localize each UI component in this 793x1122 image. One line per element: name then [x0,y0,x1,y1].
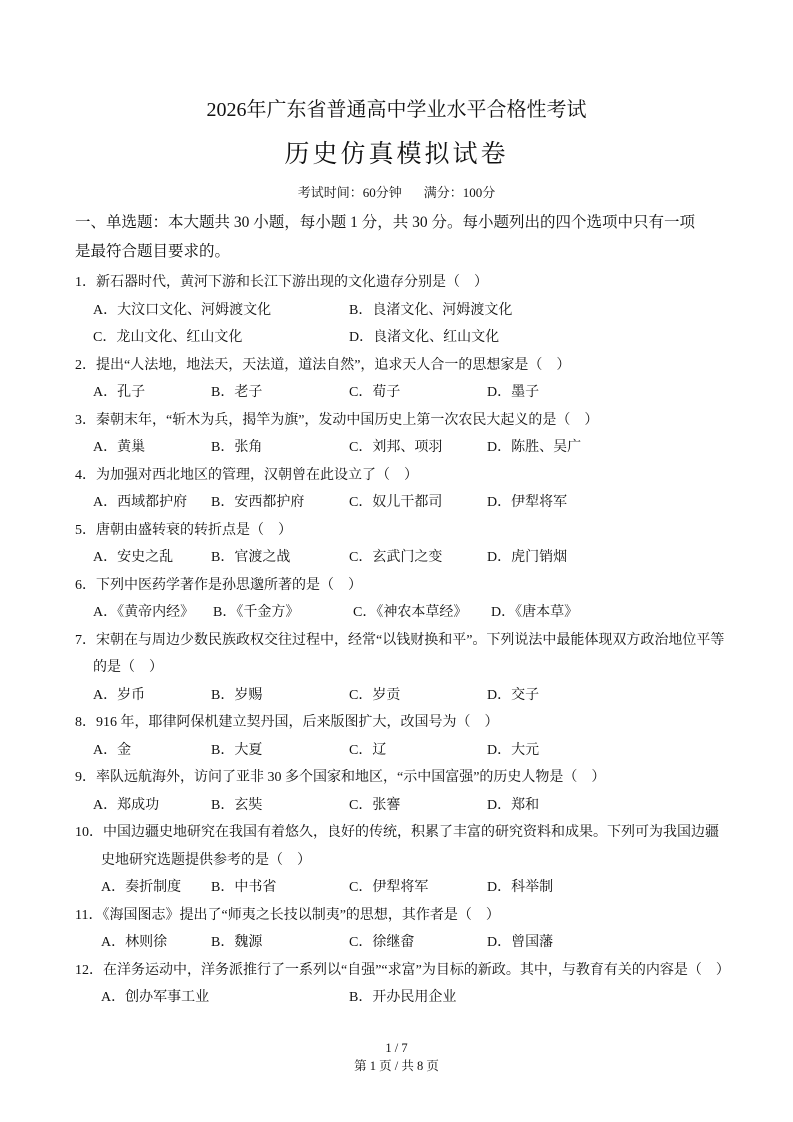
question-stem: 4．为加强对西北地区的管理，汉朝曾在此设立了（ ） [75,467,418,483]
answer-option: C．刘邦、项羽 [349,440,443,455]
section-instructions-line-2: 是最符合题目要求的。 [75,243,231,260]
question-stem: 10．中国边疆史地研究在我国有着悠久，良好的传统，积累了丰富的研究资料和成果。下列可为我国边疆 [75,825,719,840]
answer-option: C．荀子 [349,385,401,400]
answer-option: B．张角 [211,440,263,455]
answer-option: B．岁赐 [211,687,263,703]
answer-option: D．良渚文化、红山文化 [349,330,500,345]
question-stem: 史地研究选题提供参考的是（ ） [101,852,311,868]
answer-option: D．郑和 [487,797,540,813]
question-stem: 12．在洋务运动中，洋务派推行了一系列以“自强”“求富”为目标的新政。其中，与教育有关的内容是（ ） [75,962,730,978]
question-stem: 3．秦朝末年，“斩木为兵，揭竿为旗”，发动中国历史上第一次农民大起义的是（ ） [75,412,599,428]
answer-option: D．伊犁将军 [487,495,568,510]
answer-option: A．岁币 [93,687,146,703]
answer-option: A．林则徐 [101,935,168,950]
answer-option: A．郑成功 [93,797,160,813]
answer-option: A．《黄帝内经》 [93,605,195,620]
answer-option: B．魏源 [211,935,263,950]
answer-option: A．奏折制度 [101,880,182,895]
answer-option: A．安史之乱 [93,550,174,565]
page-label: 第 1 页 / 共 8 页 [354,1059,439,1073]
exam-subtitle: 历史仿真模拟试卷 [284,141,509,168]
answer-option: B．良渚文化、河姆渡文化 [349,302,513,318]
answer-option: B．玄奘 [211,797,263,813]
question-stem: 11．《海国图志》提出了“师夷之长技以制夷”的思想，其作者是（ ） [75,907,500,923]
answer-option: D．科举制 [487,880,554,895]
answer-option: C．伊犁将军 [349,880,429,895]
answer-option: B．官渡之战 [211,550,291,565]
answer-option: B．中书省 [211,880,277,895]
question-stem: 2．提出“人法地，地法天，天法道，道法自然”，追求天人合一的思想家是（ ） [75,357,571,373]
section-instructions-line-1: 一、单选题：本大题共 30 小题，每小题 1 分，共 30 分。每小题列出的四个选项中只有一项 [75,214,696,231]
question-stem: 9．率队远航海外，访问了亚非 30 多个国家和地区，“示中国富强”的历史人物是（ ） [75,770,606,785]
answer-option: B．老子 [211,385,263,400]
answer-option: B．大夏 [211,742,263,758]
answer-option: D．大元 [487,742,540,758]
question-stem: 6．下列中医药学著作是孙思邈所著的是（ ） [75,577,362,593]
exam-info [0,183,793,203]
answer-option: D．陈胜、吴广 [487,440,582,455]
question-stem: 5．唐朝由盛转衰的转折点是（ ） [75,522,292,538]
full-score: 满分：100分 [423,185,496,200]
question-stem: 的是（ ） [93,660,163,675]
answer-option: C．奴儿干都司 [349,495,443,510]
page-fraction: 1 / 7 [385,1041,408,1055]
answer-option: A．黄巢 [93,440,146,455]
answer-option: C．辽 [349,742,387,758]
answer-option: C．张謇 [349,797,401,813]
answer-option: D．曾国藩 [487,935,554,950]
answer-option: C．龙山文化、红山文化 [93,330,243,345]
answer-option: D．《唐本草》 [491,605,579,620]
answer-option: A．孔子 [93,385,146,400]
answer-option: C．岁贡 [349,687,401,703]
exam-title: 2026年广东省普通高中学业水平合格性考试 [206,99,587,121]
answer-option: B．开办民用企业 [349,990,457,1005]
answer-option: A．西域都护府 [93,495,188,510]
answer-option: B．安西都护府 [211,495,305,510]
answer-option: A．创办军事工业 [101,990,210,1005]
answer-option: A．大汶口文化、河姆渡文化 [93,302,272,318]
answer-option: B．《千金方》 [213,605,300,620]
answer-option: A．金 [93,742,132,758]
answer-option: C．徐继畲 [349,935,415,950]
question-stem: 1．新石器时代，黄河下游和长江下游出现的文化遗存分别是（ ） [75,275,488,290]
answer-option: D．交子 [487,687,540,703]
question-stem: 8．916 年，耶律阿保机建立契丹国，后来版图扩大，改国号为（ ） [75,715,499,730]
answer-option: C．《神农本草经》 [353,605,468,620]
exam-time: 考试时间：60分钟 [297,185,402,200]
question-stem: 7．宋朝在与周边少数民族政权交往过程中，经常“以钱财换和平”。下列说法中最能体现双方政治地位平等 [75,632,725,648]
answer-option: C．玄武门之变 [349,550,443,565]
answer-option: D．虎门销烟 [487,550,568,565]
answer-option: D．墨子 [487,385,540,400]
